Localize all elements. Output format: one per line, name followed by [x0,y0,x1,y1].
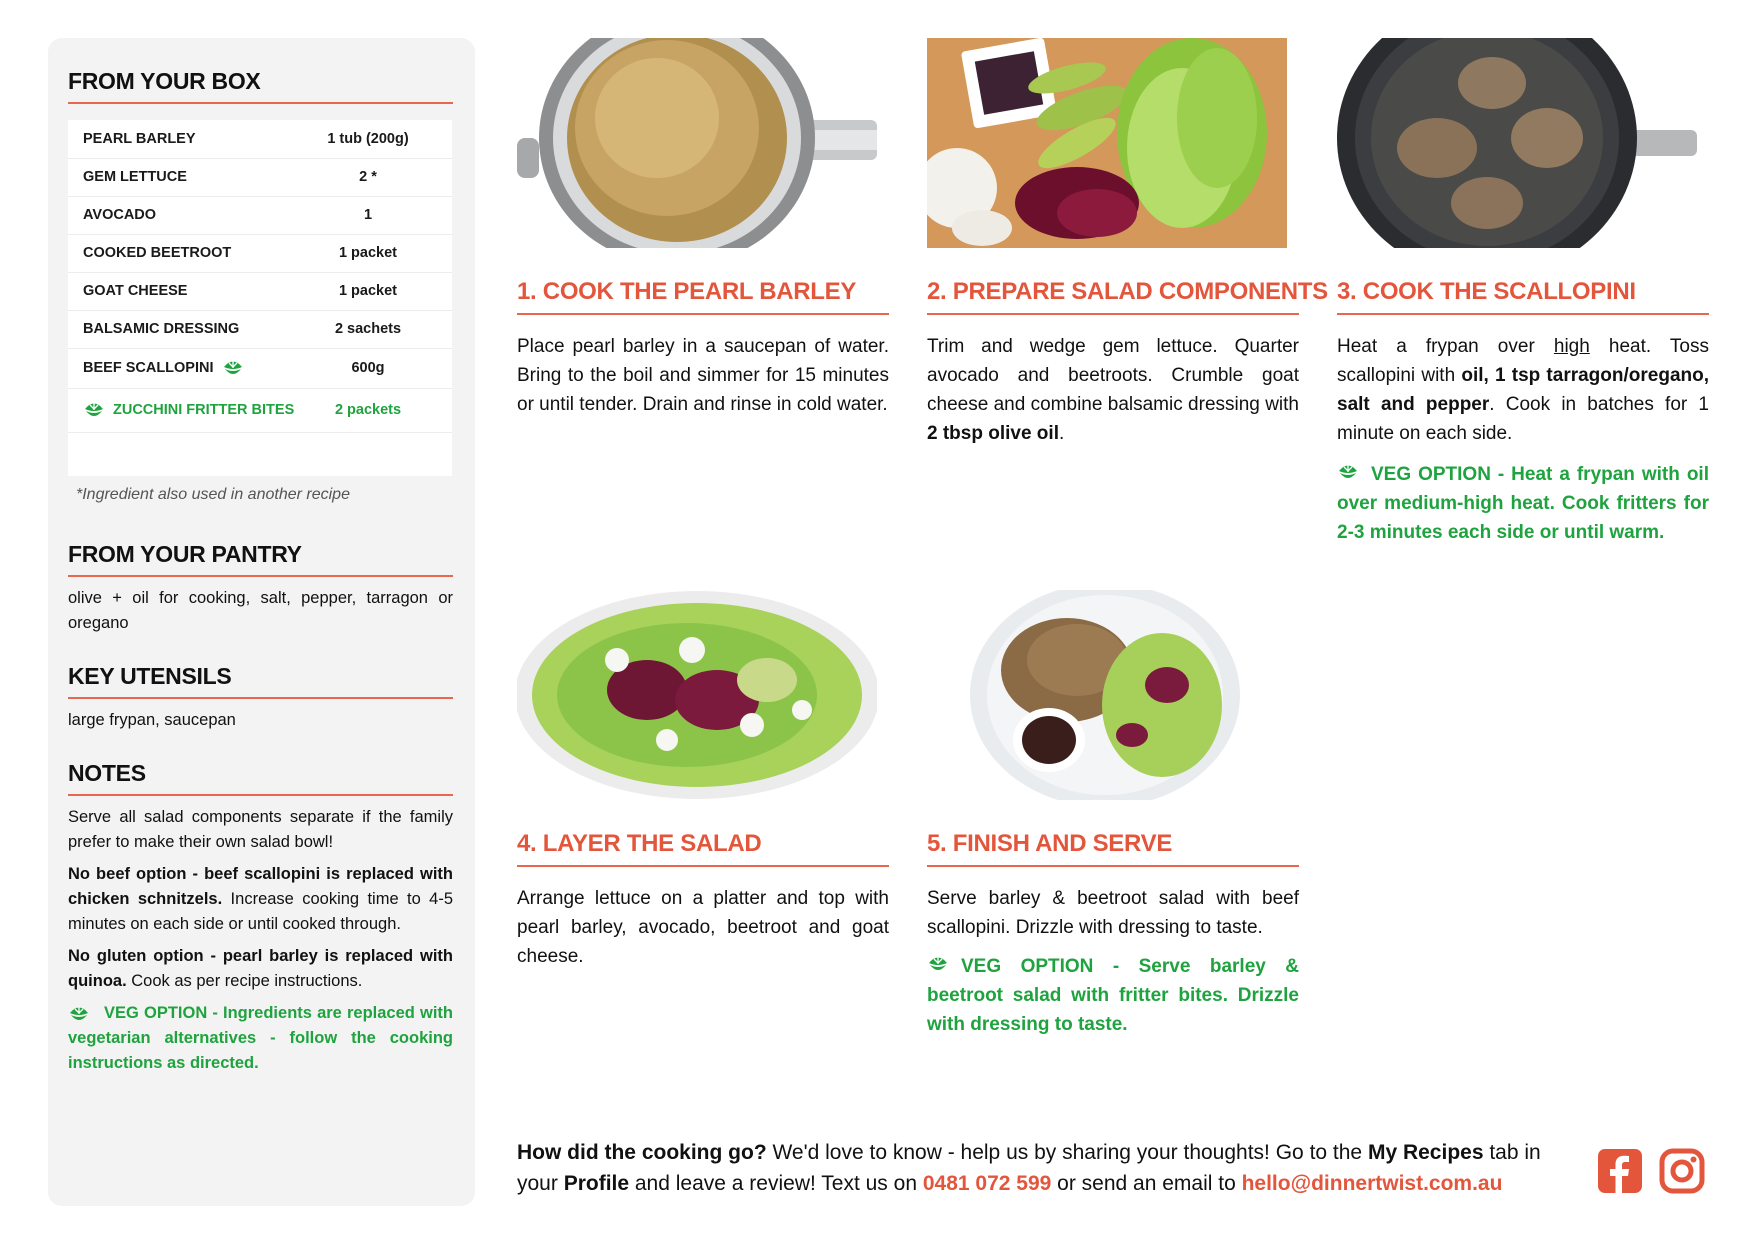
leaf-icon [222,358,244,378]
footer-email-link[interactable]: hello@dinnertwist.com.au [1241,1172,1503,1195]
scallopini-image [1337,38,1697,248]
notes-p2 [68,862,453,937]
step-4-body: Arrange lettuce on a platter and top with pearl barley, avocado, beetroot and goat cheese. [517,888,889,967]
notes-p2-rest: Increase cooking time to 4-5 minutes on each side or until cooked through. [68,890,453,933]
ingredient-name-wrap [83,358,244,378]
ingredient-row [68,196,452,235]
layered-salad-image [517,590,877,800]
step-3-body [1337,332,1709,448]
sidebar [48,38,475,1206]
ingredient-qty: 1 [363,207,373,223]
leaf-icon [83,400,105,420]
ingredient-name: BALSAMIC DRESSING [83,321,240,337]
salad-components-image [927,38,1287,248]
ingredient-name: GOAT CHEESE [83,283,188,299]
utensils-section [68,663,453,733]
feedback-footer [517,1137,1577,1199]
footer-my-recipes: My Recipes [1367,1141,1484,1164]
ingredient-name-wrap [83,400,294,420]
ingredient-name: ZUCCHINI FRITTER BITES [113,402,295,418]
step-3-body-a: Heat a frypan over [1337,336,1554,357]
footer-text-3: and leave a review! Text us on [629,1172,923,1195]
notes-p2-bold: No beef option - beef scallopini is replaced with chicken schnitzels. [68,865,453,908]
ingredient-qty: 1 packet [338,245,398,261]
footer-text-1: We'd love to know - help us by sharing your thoughts! Go to the [766,1141,1368,1164]
step-2-body-bold: 2 tbsp olive oil [927,423,1059,444]
pantry-section [68,541,453,636]
footer-text-2: tab in your [517,1141,1541,1195]
photo-layer-salad [517,590,877,800]
ingredient-qty: 2 packets [334,402,402,418]
footer-phone-link[interactable]: 0481 072 599 [922,1172,1052,1195]
facebook-icon[interactable] [1597,1148,1643,1194]
ingredient-row [68,348,452,389]
ingredient-qty: 2 * [359,169,377,185]
ingredient-row [68,120,452,159]
ingredient-name: BEEF SCALLOPINI [83,360,214,376]
pantry-title: FROM YOUR PANTRY [68,541,453,577]
footer-question: How did the cooking go? [517,1141,767,1164]
photo-finish-serve [927,590,1287,800]
pantry-text: olive + oil for cooking, salt, pepper, tarragon or oregano [68,589,453,632]
from-your-box-section [68,68,453,104]
notes-p3-rest: Cook as per recipe instructions. [126,972,363,990]
ingredient-name: PEARL BARLEY [83,131,196,147]
step-5-body: Serve barley & beetroot salad with beef scallopini. Drizzle with dressing to taste. [927,888,1299,938]
notes-veg [68,1001,453,1076]
photo-scallopini [1337,38,1697,248]
instagram-icon[interactable] [1659,1148,1705,1194]
finished-plate-image [927,590,1287,800]
ingredient-row [68,234,452,273]
notes-p3-bold: No gluten option - pearl barley is replaced with quinoa. [68,947,453,990]
step-5-title: 5. FINISH AND SERVE [927,830,1299,867]
notes-p1: Serve all salad components separate if the family prefer to make their own salad bowl! [68,808,453,851]
ingredient-row [68,310,452,349]
step-1-title: 1. COOK THE PEARL BARLEY [517,278,889,315]
footer-text-4: or send an email to [1051,1172,1242,1195]
ingredient-qty: 600g [351,360,385,376]
step-2-body [927,332,1299,448]
ingredient-footnote: *Ingredient also used in another recipe [76,486,350,503]
step-1-body: Place pearl barley in a saucepan of water. Bring to the boil and simmer for 15 minutes or until tender. Drain and rinse in cold water. [517,336,889,415]
pearl-barley-image [517,38,877,248]
photo-pearl-barley [517,38,877,248]
step-2-title: 2. PREPARE SALAD COMPONENTS [927,278,1299,315]
step-5-veg-text: VEG OPTION - Serve barley & beetroot salad with fritter bites. Drizzle with dressing to taste. [927,956,1299,1035]
ingredient-qty: 1 packet [338,283,398,299]
ingredient-name: GEM LETTUCE [83,169,187,185]
step-2-body-c: . [1058,423,1065,444]
step-3-title: 3. COOK THE SCALLOPINI [1337,278,1709,315]
step-3-veg-note [1337,460,1709,547]
footer-profile: Profile [563,1172,630,1195]
notes-veg-text: VEG OPTION - Ingredients are replaced with vegetarian alternatives - follow the cooking instructions as directed. [68,1004,453,1072]
leaf-icon [927,954,949,974]
step-3-body-d: . Cook in batches for 1 minute on each side. [1337,394,1710,444]
ingredients-table [68,120,452,476]
ingredient-name: AVOCADO [83,207,157,223]
ingredient-qty: 1 tub (200g) [327,131,409,147]
ingredient-row [68,272,452,311]
ingredient-name: COOKED BEETROOT [83,245,232,261]
step-3-body-b: heat. Toss scallopini with [1337,336,1709,386]
step-5-veg-note [927,952,1299,1039]
photo-salad-components [927,38,1287,248]
step-4-title: 4. LAYER THE SALAD [517,830,889,867]
ingredient-qty: 2 sachets [334,321,402,337]
from-your-box-title: FROM YOUR BOX [68,68,453,104]
utensils-title: KEY UTENSILS [68,663,453,699]
leaf-icon [68,1004,90,1024]
step-3-body-bold: oil, 1 tsp tarragon/oregano, salt and pepper [1337,365,1710,415]
utensils-text: large frypan, saucepan [68,711,236,729]
notes-p3 [68,944,453,994]
notes-title: NOTES [68,760,453,796]
step-3-veg-text: VEG OPTION - Heat a frypan with oil over medium-high heat. Cook fritters for 2-3 minutes each side or until warm. [1337,464,1709,543]
notes-section [68,760,453,1076]
ingredient-row-veg [68,388,452,433]
leaf-icon [1337,462,1359,482]
ingredient-row [68,158,452,197]
step-2-body-a: Trim and wedge gem lettuce. Quarter avocado and beetroots. Crumble goat cheese and combine balsamic dressing with [927,336,1299,415]
step-3-body-underline: high [1553,336,1590,357]
